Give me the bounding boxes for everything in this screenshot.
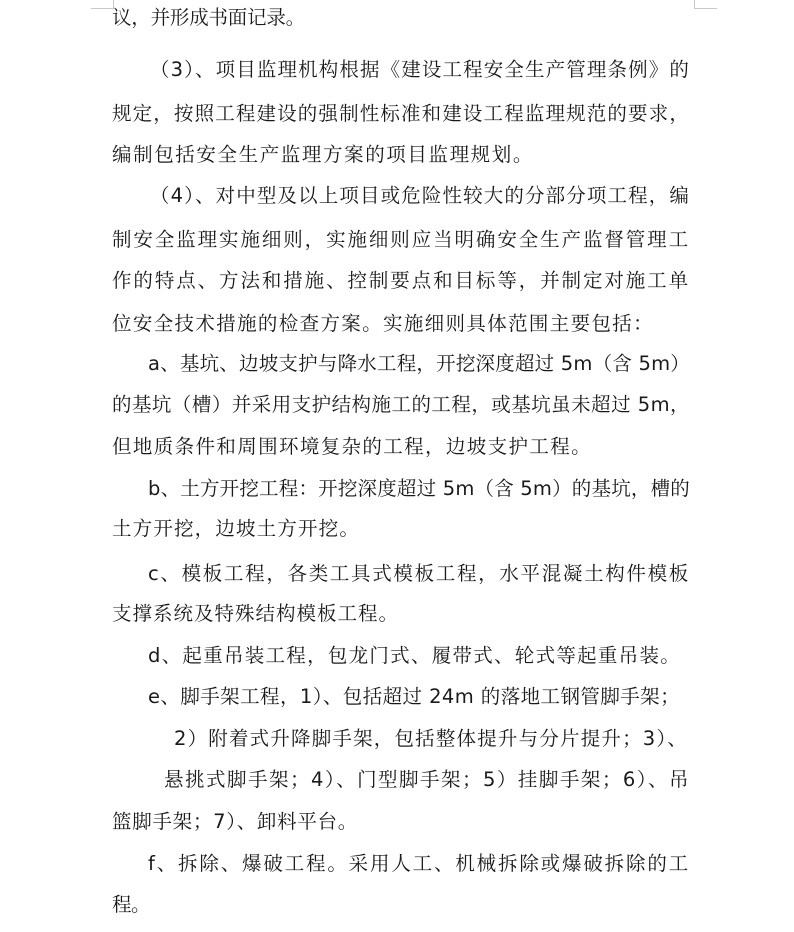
crop-mark-top-right xyxy=(694,0,717,9)
text-line: 悬挑式脚手架；4）、门型脚手架；5）挂脚手架；6）、吊 xyxy=(164,768,690,791)
text-line: 2）附着式升降脚手架，包括整体提升与分片提升；3）、 xyxy=(174,727,688,750)
text-line: （4）、对中型及以上项目或危险性较大的分部分项工程，编 xyxy=(150,184,690,207)
text-line: 篮脚手架；7）、卸料平台。 xyxy=(112,810,358,833)
text-line: 的基坑（槽）并采用支护结构施工的工程，或基坑虽未超过 5m， xyxy=(112,393,690,416)
text-line: 位安全技术措施的检查方案。实施细则具体范围主要包括： xyxy=(112,312,654,335)
text-line: 支撑系统及特殊结构模板工程。 xyxy=(112,602,399,625)
text-line: d、起重吊装工程，包龙门式、履带式、轮式等起重吊装。 xyxy=(148,644,681,667)
text-line: a、基坑、边坡支护与降水工程，开挖深度超过 5m（含 5m） xyxy=(148,352,690,375)
text-line: 但地质条件和周围环境复杂的工程，边坡支护工程。 xyxy=(112,435,592,458)
text-line: b、土方开挖工程：开挖深度超过 5m（含 5m）的基坑，槽的 xyxy=(148,477,690,500)
text-line: 土方开挖，边坡土方开挖。 xyxy=(112,517,360,540)
text-line: e、脚手架工程，1）、包括超过 24m 的落地工钢管脚手架； xyxy=(148,685,680,708)
text-line: 规定，按照工程建设的强制性标准和建设工程监理规范的要求， xyxy=(112,102,690,125)
text-line: f、拆除、爆破工程。采用人工、机械拆除或爆破拆除的工 xyxy=(148,852,690,875)
text-line: c、模板工程，各类工具式模板工程，水平混凝土构件模板 xyxy=(148,562,690,585)
text-line: 议，并形成书面记录。 xyxy=(112,6,305,29)
text-line: 作的特点、方法和措施、控制要点和目标等，并制定对施工单 xyxy=(112,269,690,292)
crop-mark-top-left xyxy=(91,0,114,9)
text-line: 制安全监理实施细则，实施细则应当明确安全生产监督管理工 xyxy=(112,228,690,251)
text-line: （3）、项目监理机构根据《建设工程安全生产管理条例》的 xyxy=(150,58,690,81)
text-line: 编制包括安全生产监理方案的项目监理规划。 xyxy=(112,143,534,166)
text-line: 程。 xyxy=(112,893,150,916)
